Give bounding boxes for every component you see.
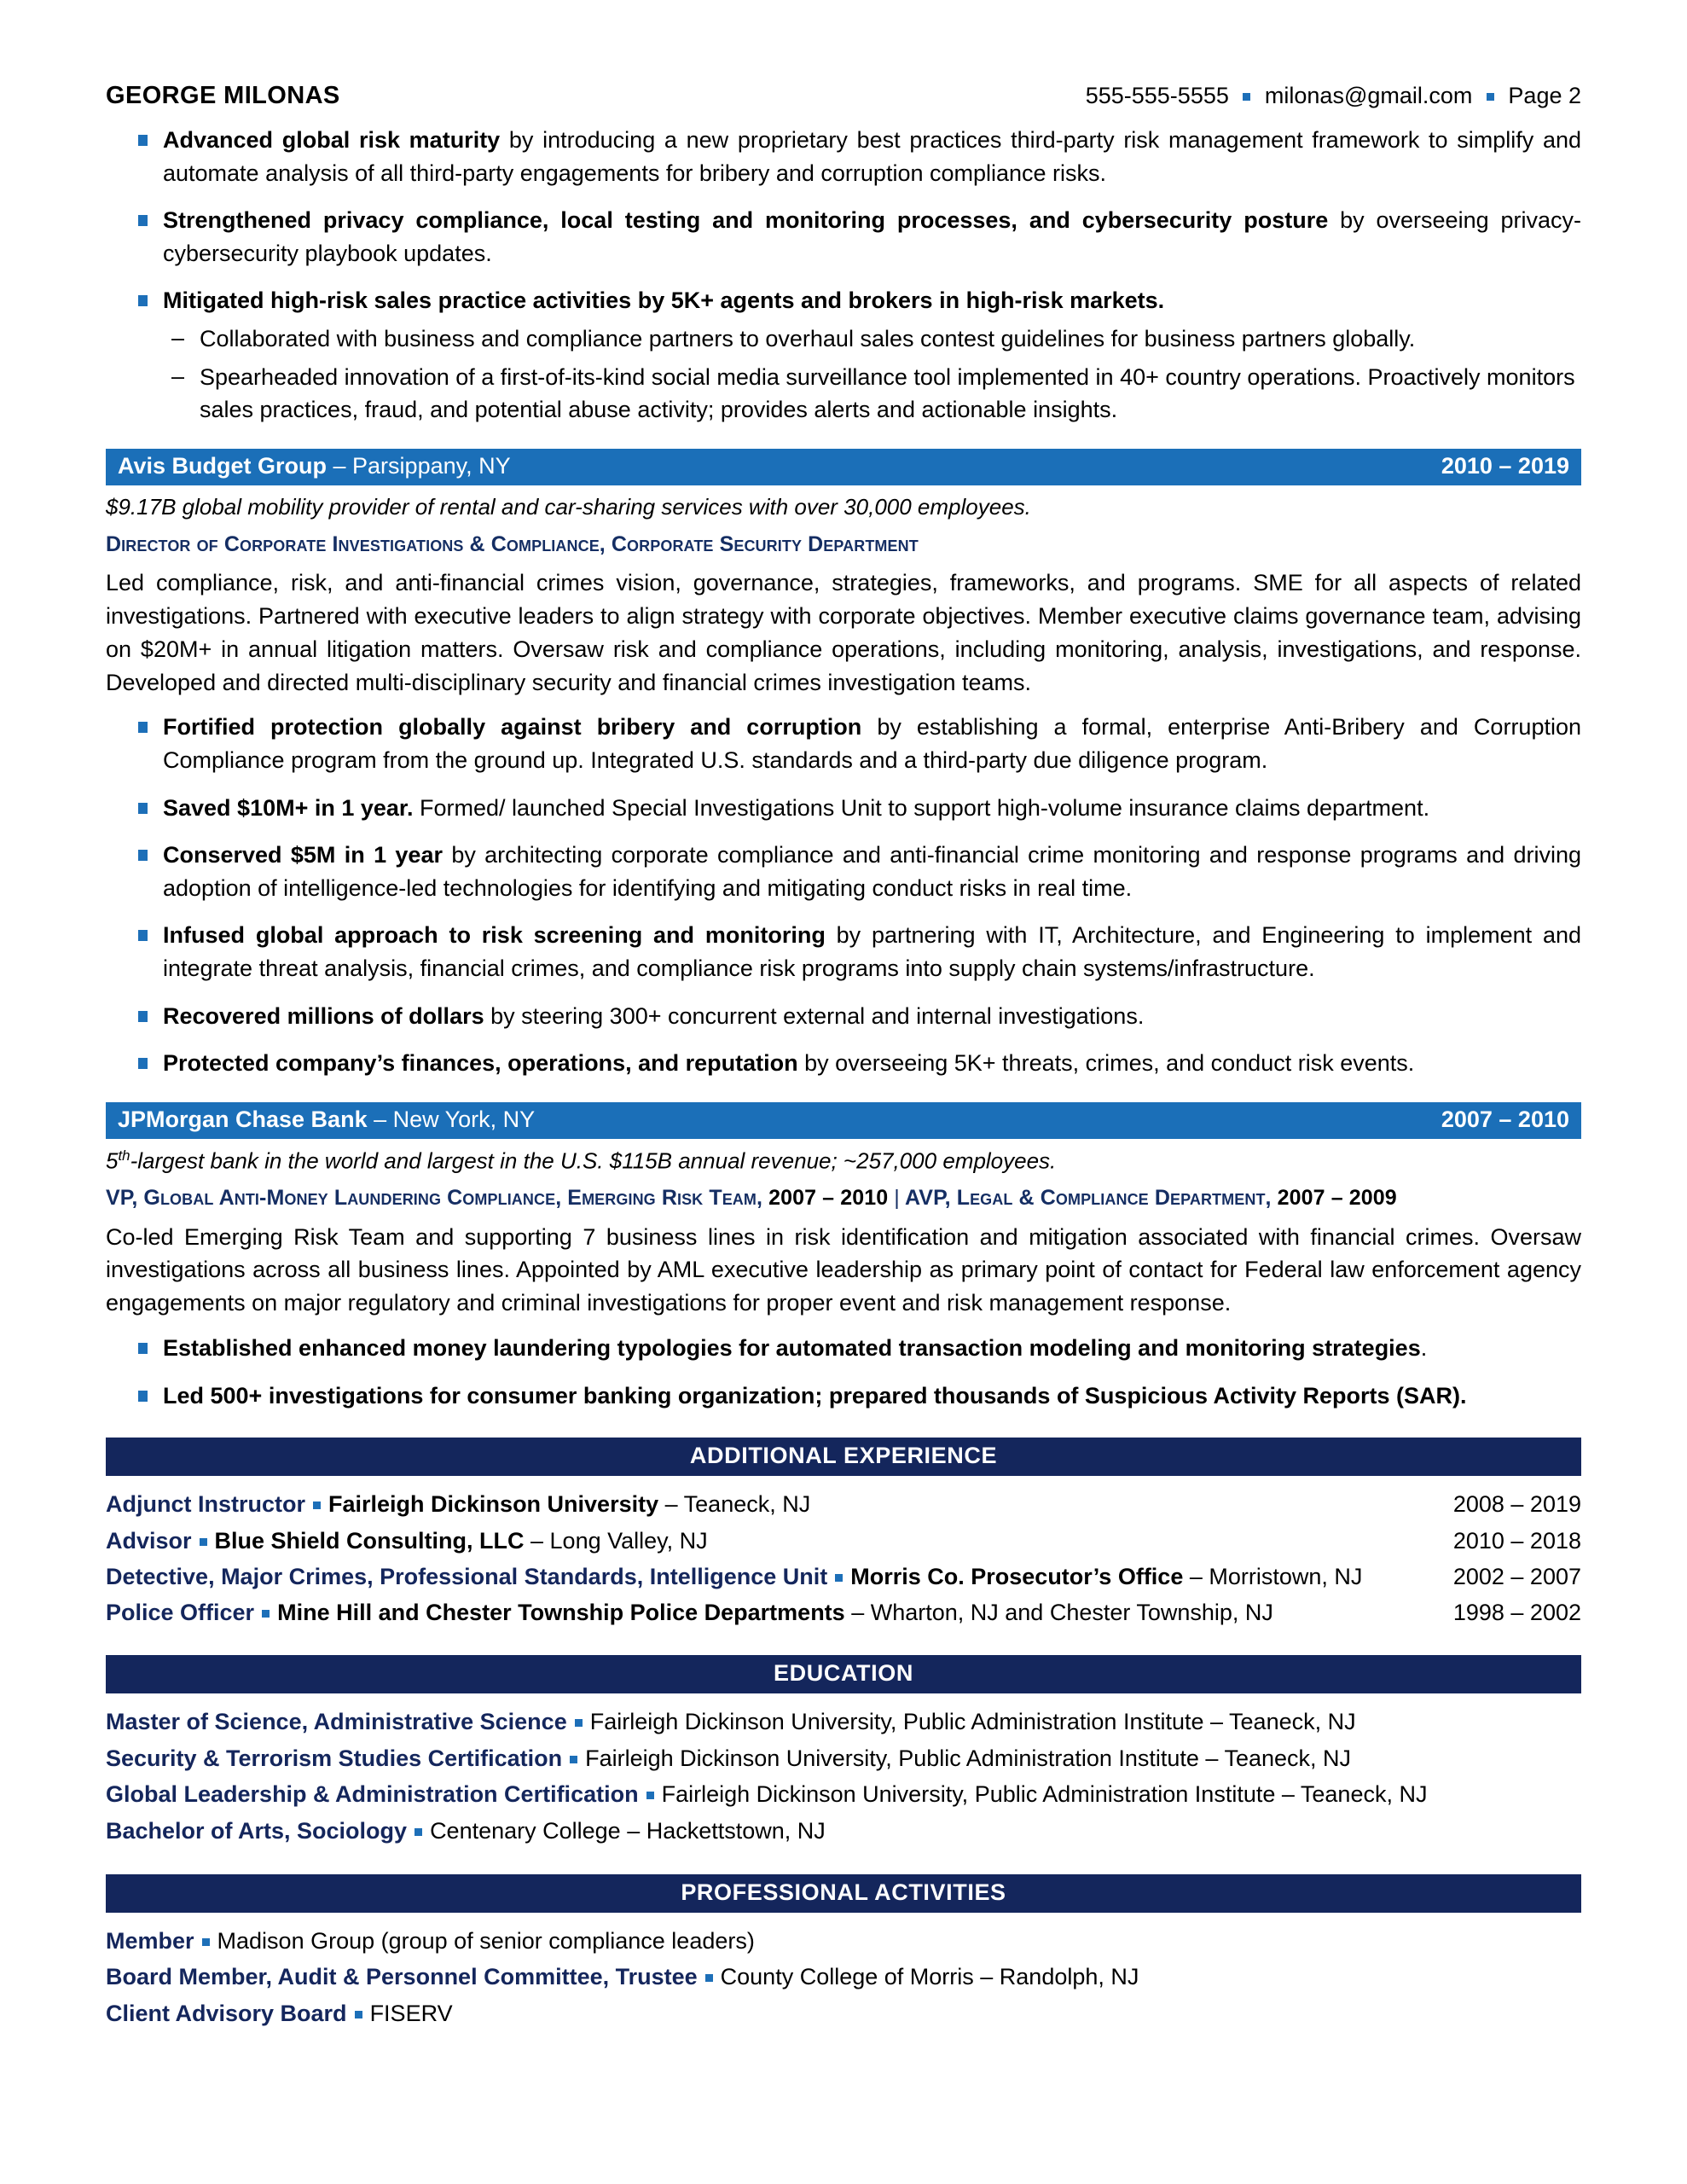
bullet-body: by overseeing 5K+ threats, crimes, and conduct risk events. xyxy=(797,1050,1415,1077)
organization-location: – Teaneck, NJ xyxy=(658,1491,811,1518)
section-header-additional-experience: ADDITIONAL EXPERIENCE xyxy=(106,1438,1581,1476)
square-separator-icon xyxy=(313,1502,321,1509)
square-separator-icon xyxy=(355,2011,362,2018)
organization-location: – Wharton, NJ and Chester Township, NJ xyxy=(844,1599,1273,1625)
activity-detail: County College of Morris – Randolph, NJ xyxy=(720,1964,1139,1990)
activity-role: Board Member, Audit & Personnel Committee, Trustee xyxy=(106,1964,698,1990)
bullet-body: by steering 300+ concurrent external and internal investigations. xyxy=(484,1002,1145,1029)
row-left xyxy=(106,1488,826,1521)
section-header-education: EDUCATION xyxy=(106,1655,1581,1693)
job-title-avis: Director of Corporate Investigations & Compliance, Corporate Security Department xyxy=(106,531,919,556)
square-separator-icon xyxy=(262,1610,270,1618)
role-title: Adjunct Instructor xyxy=(106,1491,305,1518)
continued-bullet-list xyxy=(106,124,1581,427)
company-blurb: $9.17B global mobility provider of rental and car-sharing services with over 30,000 employees. xyxy=(106,493,1031,520)
organization-name: Morris Co. Prosecutor’s Office xyxy=(850,1563,1184,1589)
bullet-lead: Protected company’s finances, operations, and reputation xyxy=(163,1050,798,1077)
bullet-item xyxy=(106,792,1581,825)
bullet-body: . xyxy=(1420,1335,1428,1362)
professional-activity-row xyxy=(106,1960,1581,1995)
company-name: JPMorgan Chase Bank xyxy=(118,1106,368,1132)
blurb-rank: 5 xyxy=(106,1147,119,1174)
square-separator-icon xyxy=(200,1538,207,1546)
activity-detail: Madison Group (group of senior compliance leaders) xyxy=(217,1927,755,1954)
job-role-secondary: AVP, Legal & Compliance Department, xyxy=(899,1186,1272,1211)
bullet-body: by overseeing privacy-cybersecurity playbook updates. xyxy=(163,207,1581,266)
degree-name: Security & Terrorism Studies Certification xyxy=(106,1745,563,1771)
school-name: Fairleigh Dickinson University, Public Administration Institute – Teaneck, NJ xyxy=(589,1709,1356,1735)
organization-location: – Long Valley, NJ xyxy=(524,1527,708,1554)
bullet-lead: Saved $10M+ in 1 year. xyxy=(163,794,414,821)
company-bar-avis xyxy=(106,449,1581,485)
bullet-lead: Strengthened privacy compliance, local testing and monitoring processes, and cybersecurity posture xyxy=(163,207,1329,234)
additional-experience-row xyxy=(106,1525,1581,1558)
professional-activity-row xyxy=(106,1997,1581,2031)
additional-experience-row xyxy=(106,1488,1581,1521)
role-title: Advisor xyxy=(106,1527,192,1554)
section-header-professional-activities: PROFESSIONAL ACTIVITIES xyxy=(106,1874,1581,1913)
row-years: 2002 – 2007 xyxy=(1452,1563,1581,1589)
job-role-primary-years: 2007 – 2010 xyxy=(762,1186,895,1211)
school-name: Centenary College – Hackettstown, NJ xyxy=(430,1818,826,1844)
candidate-name: GEORGE MILONAS xyxy=(106,82,340,109)
sub-bullet-item: – Collaborated with business and compliance partners to overhaul sales contest guidelines for business partners globally. xyxy=(106,322,1581,356)
bullet-lead: Mitigated high-risk sales practice activities by 5K+ agents and brokers in high-risk markets. xyxy=(163,288,1165,314)
company-bar-jpmorgan xyxy=(106,1102,1581,1139)
job-title-jpmorgan xyxy=(106,1185,1581,1211)
bullet-item xyxy=(106,124,1581,189)
education-row xyxy=(106,1815,1581,1849)
square-separator-icon xyxy=(570,1756,577,1763)
bullet-item xyxy=(106,919,1581,985)
bullet-lead: Recovered millions of dollars xyxy=(163,1002,484,1029)
organization-name: Fairleigh Dickinson University xyxy=(328,1491,659,1518)
bullet-item xyxy=(106,1380,1581,1413)
education-row xyxy=(106,1778,1581,1812)
bullet-lead: Led 500+ investigations for consumer banking organization; prepared thousands of Suspicious Activity Reports (SAR). xyxy=(163,1382,1467,1409)
bullet-lead: Conserved $5M in 1 year xyxy=(163,842,443,868)
additional-experience-row xyxy=(106,1596,1581,1629)
bullet-body: Formed/ launched Special Investigations Unit to support high-volume insurance claims department. xyxy=(413,794,1430,821)
bullet-item xyxy=(106,839,1581,904)
square-separator-icon xyxy=(646,1792,654,1799)
row-left xyxy=(106,1525,723,1558)
education-row xyxy=(106,1742,1581,1776)
page-header xyxy=(106,82,1581,115)
job-role-secondary-years: 2007 – 2009 xyxy=(1271,1186,1397,1211)
role-title: Police Officer xyxy=(106,1599,255,1625)
row-years: 2008 – 2019 xyxy=(1452,1491,1581,1518)
square-separator-icon xyxy=(835,1574,843,1582)
company-name: Avis Budget Group xyxy=(118,452,328,479)
header-contact-line xyxy=(1086,83,1581,109)
job-role-primary: VP, Global Anti-Money Laundering Compliance, Emerging Risk Team, xyxy=(106,1186,763,1211)
bullet-body: by establishing a formal, enterprise Anti-Bribery and Corruption Compliance program from the ground up. Integrated U.S. standards and a third-party due diligence program. xyxy=(163,714,1581,774)
blurb-ordinal-suffix: th xyxy=(118,1147,130,1164)
degree-name: Global Leadership & Administration Certification xyxy=(106,1781,639,1808)
square-separator-icon xyxy=(575,1719,583,1727)
company-location: – Parsippany, NY xyxy=(327,452,511,479)
row-years: 2010 – 2018 xyxy=(1452,1527,1581,1554)
bullet-body: by architecting corporate compliance and anti-financial crime monitoring and response programs and driving adoption of intelligence-led technologies for identifying and mitigating conduct risks in real time. xyxy=(163,842,1581,901)
email-address: milonas@gmail.com xyxy=(1264,83,1473,108)
bullet-body: by partnering with IT, Architecture, and Engineering to implement and integrate threat analysis, financial crimes, and compliance risk programs into supply chain systems/infrastructure. xyxy=(163,922,1581,982)
company-years: 2007 – 2010 xyxy=(1441,1106,1569,1132)
bullet-lead: Advanced global risk maturity xyxy=(163,127,501,153)
row-left xyxy=(106,1560,1377,1594)
company-location: – New York, NY xyxy=(367,1106,536,1132)
blurb-text: -largest bank in the world and largest in the U.S. $115B annual revenue; ~257,000 employees. xyxy=(130,1147,1057,1174)
row-left xyxy=(106,1596,1289,1629)
square-separator-icon xyxy=(415,1828,422,1836)
company-years: 2010 – 2019 xyxy=(1441,452,1569,479)
role-separator: | xyxy=(894,1186,900,1211)
bullet-item xyxy=(106,711,1581,776)
bullet-item xyxy=(106,1332,1581,1365)
activity-role: Client Advisory Board xyxy=(106,2001,347,2027)
bullet-item xyxy=(106,1000,1581,1033)
row-years: 1998 – 2002 xyxy=(1452,1599,1581,1625)
degree-name: Bachelor of Arts, Sociology xyxy=(106,1818,408,1844)
role-title: Detective, Major Crimes, Professional Standards, Intelligence Unit xyxy=(106,1563,828,1589)
activity-detail: FISERV xyxy=(369,2001,453,2027)
bullet-item xyxy=(106,204,1581,270)
education-row xyxy=(106,1705,1581,1740)
jpmorgan-bullet-list xyxy=(106,1332,1581,1412)
square-separator-icon xyxy=(705,1974,713,1982)
school-name: Fairleigh Dickinson University, Public Administration Institute – Teaneck, NJ xyxy=(661,1781,1428,1808)
sub-bullet-item: – Spearheaded innovation of a first-of-its-kind social media surveillance tool implemented in 40+ country operations. Proactively monitors sales practices, fraud, and potential abuse activity; provides alerts and actionable insights. xyxy=(106,361,1581,427)
degree-name: Master of Science, Administrative Science xyxy=(106,1709,567,1735)
bullet-item xyxy=(106,284,1581,317)
company-name-and-location xyxy=(118,1107,535,1133)
activity-role: Member xyxy=(106,1927,194,1954)
organization-location: – Morristown, NJ xyxy=(1183,1563,1363,1589)
bullet-item xyxy=(106,1047,1581,1080)
square-separator-icon xyxy=(1487,93,1494,101)
page-number: Page 2 xyxy=(1508,83,1581,108)
organization-name: Mine Hill and Chester Township Police Departments xyxy=(277,1599,845,1625)
company-name-and-location xyxy=(118,453,511,479)
square-separator-icon xyxy=(1243,93,1250,101)
school-name: Fairleigh Dickinson University, Public Administration Institute – Teaneck, NJ xyxy=(585,1745,1352,1771)
bullet-lead: Infused global approach to risk screening and monitoring xyxy=(163,922,826,949)
square-separator-icon xyxy=(202,1938,210,1946)
professional-activity-row xyxy=(106,1925,1581,1959)
additional-experience-row xyxy=(106,1560,1581,1594)
bullet-lead: Fortified protection globally against bribery and corruption xyxy=(163,714,862,741)
bullet-lead: Established enhanced money laundering typologies for automated transaction modeling and monitoring strategies xyxy=(163,1335,1421,1362)
job-description-jpmorgan: Co-led Emerging Risk Team and supporting 7 business lines in risk identification and mitigation associated with financial crimes. Oversaw investigations across all business lines. Appointed by AML executive leadership as primary point of contact for Federal law enforcement agency engagements on major regulatory and criminal investigations for proper event and risk management response. xyxy=(106,1223,1581,1316)
job-description-avis: Led compliance, risk, and anti-financial crimes vision, governance, strategies, frameworks, and programs. SME for all aspects of related investigations. Partnered with executive leaders to align strategy with corporate objectives. Member executive claims governance team, advising on $20M+ in annual litigation matters. Oversaw risk and compliance operations, including monitoring, analysis, investigations, and response. Developed and directed multi-disciplinary security and financial crimes investigation teams. xyxy=(106,569,1581,695)
phone-number: 555-555-5555 xyxy=(1085,83,1229,108)
organization-name: Blue Shield Consulting, LLC xyxy=(214,1527,525,1554)
company-blurb xyxy=(106,1147,1581,1176)
avis-bullet-list xyxy=(106,711,1581,1079)
bullet-body: by introducing a new proprietary best practices third-party risk management framework to simplify and automate analysis of all third-party engagements for bribery and corruption compliance risks. xyxy=(163,127,1581,186)
